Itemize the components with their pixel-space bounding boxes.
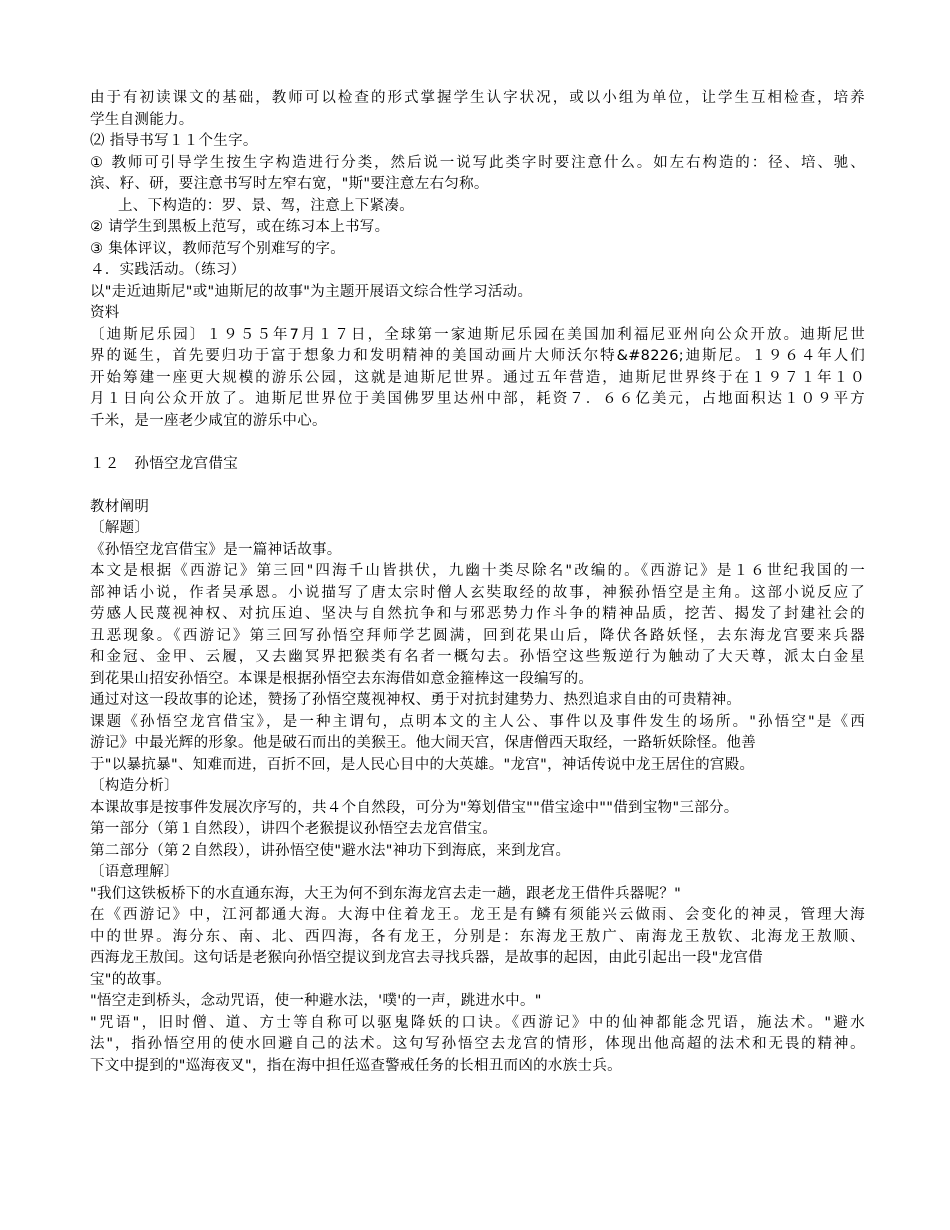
text-line: 第二部分（第２自然段），讲孙悟空使"避水法"神功下到海底，来到龙宫。 — [90, 842, 571, 859]
text-line: 和金冠、金甲、云履，又去幽冥界把猴类有名者一概勾去。孙悟空这些叛逆行为触动了大天尊，派太白金星 — [90, 649, 865, 665]
text-line: 通过对这一段故事的论述，赞扬了孙悟空蔑视神权、勇于对抗封建势力、热烈追求自由的可贵精神。 — [90, 692, 742, 708]
text-line: 到花果山招安孙悟空。本课是根据孙悟空去东海借如意金箍棒这一段编写的。 — [90, 670, 594, 687]
text-line: 《孙悟空龙宫借宝》是一篇神话故事。 — [90, 541, 342, 558]
text-line: 部神话小说，作者吴承恩。小说描写了唐太宗时僧人玄奘取经的故事，神猴孙悟空是主角。这部小说反应了 — [90, 584, 865, 601]
text-line: 开始筹建一座更大规模的游乐公园，这就是迪斯尼世界。通过五年营造，迪斯尼世界终于在１９７１年１０ — [90, 369, 865, 386]
text-line: "咒语"，旧时僧、道、方士等自称可以驱鬼降妖的口诀。《西游记》中的仙神都能念咒语，施法术。"避水 — [90, 1014, 865, 1031]
document-body — [90, 88, 865, 1077]
text-line: 游记》中最光辉的形象。他是破石而出的美猴王。他大闹天宫，保唐僧西天取经，一路斩妖除怪。他善 — [90, 735, 756, 751]
text-line: ⑵ 指导书写１１个生字。 — [90, 133, 258, 149]
subheading: 〔语意理解〕 — [90, 864, 179, 880]
text-line: 劳感人民蔑视神权、对抗压迫、坚决与自然抗争和与邪恶势力作斗争的精神品质，挖苦、揭发了封建社会的 — [90, 606, 865, 622]
text-line: 在《西游记》中，江河都通大海。大海中住着龙王。龙王是有鳞有须能兴云做雨、会变化的神灵，管理大海 — [90, 907, 865, 923]
text-line: 于"以暴抗暴"、知难而进，百折不回，是人民心目中的大英雄。"龙宫"，神话传说中龙王居住的宫殿。 — [90, 756, 755, 773]
text-line: 界的诞生，首先要归功于富于想象力和发明精神的美国动画片大师沃尔特&#8226;迪斯尼。１９６４年人们 — [90, 348, 865, 364]
text-line: 中的世界。海分东、南、北、西四海，各有龙王，分别是：东海龙王敖广、南海龙王敖钦、北海龙王敖顺、 — [90, 928, 865, 945]
text-line: 月１日向公众开放了。迪斯尼世界位于美国佛罗里达州中部，耗资７．６６亿美元，占地面积达１０９平方 — [90, 391, 865, 407]
quote-line: "我们这铁板桥下的水直通东海，大王为何不到东海龙宫去走一趟，跟老龙王借件兵器呢？" — [90, 885, 682, 902]
text-line: ③ 集体评议，教师范写个别难写的字。 — [90, 240, 346, 257]
text-line: 下文中提到的"巡海夜叉"，指在海中担任巡查警戒任务的长相丑而凶的水族士兵。 — [90, 1057, 622, 1074]
text-line: 学生自测能力。 — [90, 111, 194, 128]
text-line: 千米，是一座老少咸宜的游乐中心。 — [90, 412, 327, 429]
text-line: 宝"的故事。 — [90, 971, 171, 988]
section-title: １２ 孙悟空龙宫借宝 — [90, 455, 238, 472]
subheading: 〔解题〕 — [90, 520, 150, 536]
text-line: 本文是根据《西游记》第三回"四海千山皆拱伏，九幽十类尽除名"改编的。《西游记》是１６世纪我国的一 — [90, 563, 865, 579]
blank-line — [90, 475, 865, 497]
text-line: 滨、籽、研，要注意书写时左窄右宽，"斯"要注意左右匀称。 — [90, 176, 489, 192]
subheading: 〔构造分析〕 — [90, 778, 179, 794]
text-line: 由于有初读课文的基础，教师可以检查的形式掌握学生认字状况，或以小组为单位，让学生互相检查，培养 — [90, 90, 865, 106]
text-line: ① 教师可引导学生按生字构造进行分类，然后说一说写此类字时要注意什么。如左右构造的：径、培、驰、 — [90, 154, 865, 171]
text-line: 本课故事是按事件发展次序写的，共４个自然段，可分为"筹划借宝""借宝途中""借到宝物"三部分。 — [90, 799, 739, 816]
text-line: ４．实践活动。（练习） — [90, 262, 246, 278]
text-line: 第一部分（第１自然段），讲四个老猴提议孙悟空去龙宫借宝。 — [90, 821, 498, 837]
quote-line: "悟空走到桥头，念动咒语，使一种避水法，'噗'的一声，跳进水中。" — [90, 993, 542, 1009]
text-line: 资料 — [90, 305, 120, 321]
text-line: ② 请学生到黑板上范写，或在练习本上书写。 — [90, 219, 390, 235]
section-heading: 教材阐明 — [90, 498, 150, 515]
text-line: 丑恶现象。《西游记》第三回写孙悟空拜师学艺圆满，回到花果山后，降伏各路妖怪，去东海龙宫要来兵器 — [90, 627, 865, 644]
blank-line — [90, 432, 865, 454]
text-line: 〔迪斯尼乐园〕１９５５年7月１７日，全球第一家迪斯尼乐园在美国加利福尼亚州向公众开放。迪斯尼世 — [90, 326, 865, 343]
text-line: 上、下构造的：罗、景、驾，注意上下紧凑。 — [118, 197, 414, 214]
text-line: 法"，指孙悟空用的使水回避自己的法术。这句写孙悟空去龙宫的情形，体现出他高超的法术和无畏的精神。 — [90, 1036, 865, 1052]
text-line: 课题《孙悟空龙宫借宝》，是一种主谓句，点明本文的主人公、事件以及事件发生的场所。"孙悟空"是《西 — [90, 713, 865, 730]
text-line: 西海龙王敖闰。这句话是老猴向孙悟空提议到龙宫去寻找兵器，是故事的起因，由此引起出一段"龙宫借 — [90, 950, 763, 966]
text-line: 以"走近迪斯尼"或"迪斯尼的故事"为主题开展语文综合性学习活动。 — [90, 283, 533, 300]
